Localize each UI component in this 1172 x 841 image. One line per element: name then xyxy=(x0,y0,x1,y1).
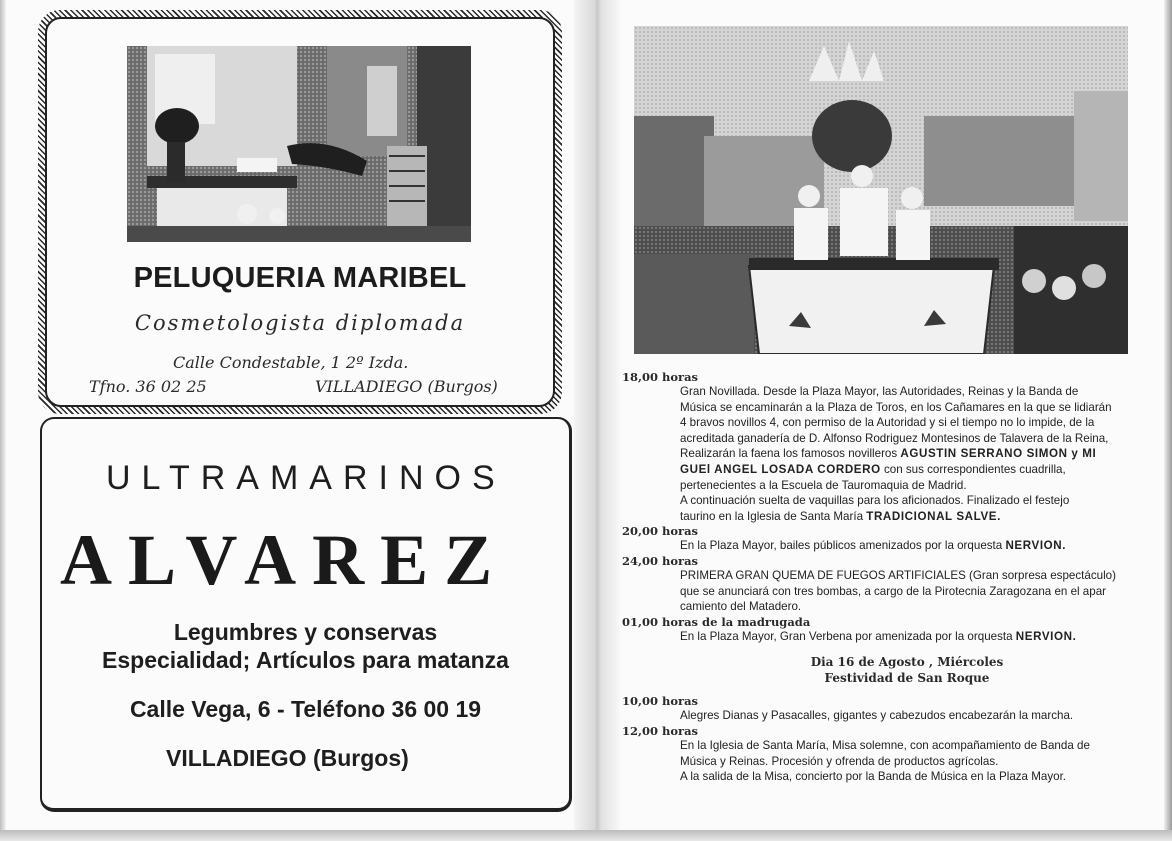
program-line-text: Alegres Dianas y Pasacalles, gigantes y cabezudos encabezarán la marcha. xyxy=(680,709,1074,723)
program-description xyxy=(680,738,1152,785)
salon-town: VILLADIEGO (Burgos) xyxy=(315,377,498,396)
salon-name: PELUQUERIA MARIBEL xyxy=(133,262,467,294)
program-line-text: 4 bravos novillos 4, con permiso de la Autoridad y si el tiempo no lo impide, de la xyxy=(680,416,1095,430)
program-line-text: taurino en la Iglesia de Santa María xyxy=(680,509,867,523)
program-line xyxy=(680,568,1152,584)
program-line-text: con sus correspondientes cuadrilla, xyxy=(880,462,1066,476)
day-heading-festivity: Festividad de San Roque xyxy=(824,671,990,686)
program-description xyxy=(680,384,1152,524)
left-page-edge xyxy=(0,0,6,830)
program-line xyxy=(680,478,1152,494)
shop-name: ALVAREZ xyxy=(60,520,509,600)
salon-photo xyxy=(127,46,471,242)
program-description xyxy=(680,538,1152,554)
program-line xyxy=(680,431,1152,447)
shop-town: VILLADIEGO (Burgos) xyxy=(166,745,409,771)
salon-photo-drawing xyxy=(127,46,471,242)
program-time: 01,00 horas de la madrugada xyxy=(622,614,811,629)
day-heading xyxy=(662,654,1152,686)
program-time: 10,00 horas xyxy=(622,694,699,709)
peluqueria-ad xyxy=(38,10,562,414)
shop-line-2: Especialidad; Artículos para matanza xyxy=(102,647,509,673)
program-line-text: que se anunciará con tres bombas, a cargo de la Pirotecnia Zaragozana en el apar xyxy=(680,584,1107,598)
program-description xyxy=(680,568,1152,615)
program-time: 24,00 horas xyxy=(622,553,699,568)
program-description xyxy=(680,629,1152,645)
program-line xyxy=(680,754,1152,770)
scan-bottom-strip xyxy=(0,830,1172,841)
program-line xyxy=(680,629,1152,645)
program-description xyxy=(680,708,1152,724)
program-line xyxy=(680,509,1152,525)
program-line xyxy=(680,446,1152,462)
ultramarinos-ad xyxy=(40,417,572,812)
program-line xyxy=(680,738,1152,754)
program-line xyxy=(680,769,1152,785)
salon-subtitle: Cosmetologista diplomada xyxy=(134,311,466,335)
program-line-text: Música y Reinas. Procesión y ofrenda de productos agrícolas. xyxy=(680,754,999,768)
parade-photo-drawing xyxy=(634,26,1128,354)
program-line xyxy=(680,462,1152,478)
program-line-text: pertenecientes a la Escuela de Tauromaquia de Madrid. xyxy=(680,478,967,492)
program-line-emphasis: NERVION. xyxy=(1005,539,1067,553)
right-page-edge xyxy=(1164,0,1172,841)
salon-address: Calle Condestable, 1 2º Izda. xyxy=(173,353,409,372)
program-time: 18,00 horas xyxy=(622,370,699,384)
program-line xyxy=(680,538,1152,554)
program-line xyxy=(680,584,1152,600)
program-line xyxy=(680,384,1152,400)
program-line xyxy=(680,599,1152,615)
shop-kicker: ULTRAMARINOS xyxy=(106,459,506,497)
program-line-text: Música se encaminarán a la Plaza de Toros, en los Cañamares en la que se lidiarán xyxy=(680,400,1112,414)
program-line xyxy=(680,400,1152,416)
program-line-text: En la Iglesia de Santa María, Misa solemne, con acompañamiento de Banda de xyxy=(680,738,1090,752)
salon-phone: Tfno. 36 02 25 xyxy=(89,377,207,396)
program-time: 20,00 horas xyxy=(622,524,699,539)
program-line-text: A continuación suelta de vaquillas para los aficionados. Finalizado el festejo xyxy=(680,494,1070,508)
program-line-text: PRIMERA GRAN QUEMA DE FUEGOS ARTIFICIALES (Gran sorpresa espectáculo) xyxy=(680,568,1116,582)
program-line-emphasis: GUEl ANGEL LOSADA CORDERO xyxy=(680,462,881,476)
page-gutter xyxy=(574,0,620,830)
parade-photo xyxy=(634,26,1128,354)
program-line xyxy=(680,708,1152,724)
program-line-emphasis: AGUSTIN SERRANO SIMON y MI xyxy=(900,447,1097,461)
program-line xyxy=(680,493,1152,509)
program-line-text: Gran Novillada. Desde la Plaza Mayor, las Autoridades, Reinas y la Banda de xyxy=(680,385,1079,398)
program-line-text: acreditada ganadería de D. Alfonso Rodriguez Montesinos de Talavera de la Reina, xyxy=(680,431,1109,445)
program-time: 12,00 horas xyxy=(622,723,699,738)
day-heading-date: Dia 16 de Agosto , Miércoles xyxy=(810,655,1004,670)
shop-line-1: Legumbres y conservas xyxy=(173,619,438,645)
program-line xyxy=(680,415,1152,431)
program-line-text: camiento del Matadero. xyxy=(680,600,802,614)
program-line-text: Realizarán la faena los famosos novilleros xyxy=(680,447,901,461)
program-line-text: A la salida de la Misa, concierto por la Banda de Música en la Plaza Mayor. xyxy=(680,770,1067,784)
program-line-text: En la Plaza Mayor, bailes públicos amenizados por la orquesta xyxy=(680,539,1006,553)
program-line-emphasis: NERVION. xyxy=(1015,629,1077,643)
shop-address: Calle Vega, 6 - Teléfono 36 00 19 xyxy=(129,696,482,722)
festival-program xyxy=(622,370,1152,785)
peluqueria-ad-inner xyxy=(45,17,555,407)
program-line-text: En la Plaza Mayor, Gran Verbena por amenizada por la orquesta xyxy=(680,629,1016,643)
program-line-emphasis: TRADICIONAL SALVE. xyxy=(866,509,1001,523)
